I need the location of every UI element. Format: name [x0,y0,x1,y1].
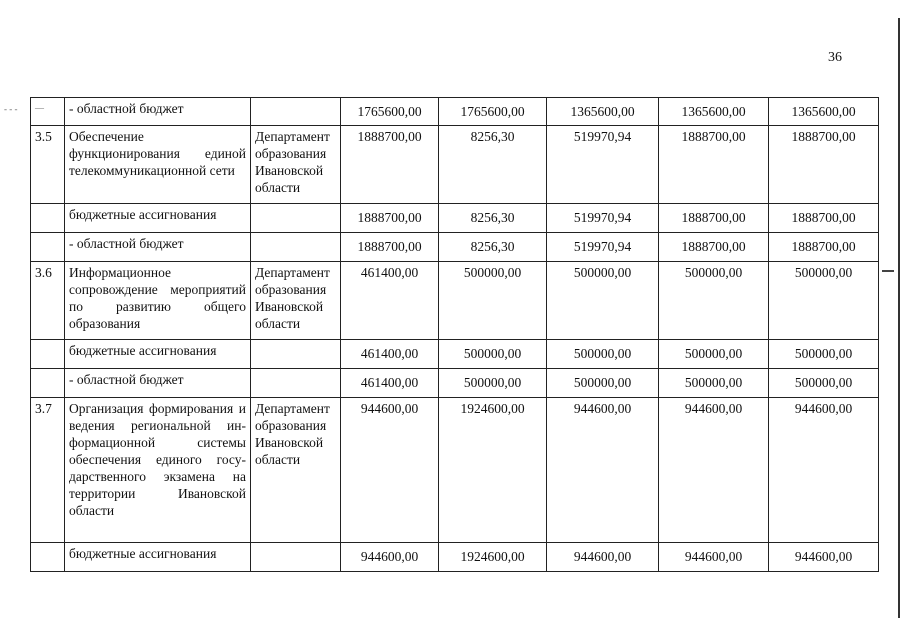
table-row-item [31,126,879,204]
table-row-sub [31,369,879,398]
amount-year-4: 1365600,00 [659,98,769,126]
amount-year-2: 1924600,00 [439,543,547,572]
table-row-sub [31,340,879,369]
budget-table [30,97,879,572]
amount-year-3: 1365600,00 [547,98,659,126]
page-number: 36 [828,50,842,65]
amount-year-1: 1888700,00 [341,233,439,262]
amount-year-5: 500000,00 [769,369,879,398]
responsible-department: Департамент образования Ивановской области [251,126,341,204]
item-description: бюджетные ассигнования [65,204,251,233]
responsible-department [251,369,341,398]
amount-year-1: 461400,00 [341,340,439,369]
item-number [31,369,65,398]
amount-year-5: 1888700,00 [769,233,879,262]
amount-year-4: 944600,00 [659,398,769,543]
amount-year-3: 944600,00 [547,543,659,572]
item-description: - областной бюджет [65,369,251,398]
responsible-department: Департамент образования Ивановской области [251,262,341,340]
table-row-item [31,398,879,543]
table-row-sub [31,543,879,572]
amount-year-1: 1888700,00 [341,126,439,204]
amount-year-2: 500000,00 [439,340,547,369]
amount-year-1: 1765600,00 [341,98,439,126]
amount-year-4: 944600,00 [659,543,769,572]
amount-year-1: 461400,00 [341,262,439,340]
responsible-department [251,543,341,572]
amount-year-4: 1888700,00 [659,204,769,233]
amount-year-4: 1888700,00 [659,233,769,262]
item-number: 3.7 [31,398,65,543]
amount-year-2: 8256,30 [439,204,547,233]
amount-year-5: 500000,00 [769,262,879,340]
item-description: - областной бюджет [65,233,251,262]
amount-year-5: 1365600,00 [769,98,879,126]
table-row-sub [31,233,879,262]
amount-year-1: 461400,00 [341,369,439,398]
item-number [31,233,65,262]
amount-year-4: 500000,00 [659,369,769,398]
amount-year-3: 500000,00 [547,369,659,398]
amount-year-1: 1888700,00 [341,204,439,233]
amount-year-2: 8256,30 [439,126,547,204]
amount-year-4: 1888700,00 [659,126,769,204]
amount-year-3: 519970,94 [547,126,659,204]
table-row-sub [31,98,879,126]
amount-year-3: 944600,00 [547,398,659,543]
amount-year-5: 944600,00 [769,543,879,572]
amount-year-4: 500000,00 [659,262,769,340]
responsible-department [251,204,341,233]
item-description: бюджетные ассигнования [65,543,251,572]
amount-year-5: 944600,00 [769,398,879,543]
amount-year-1: 944600,00 [341,398,439,543]
item-number: — [31,98,65,126]
amount-year-5: 1888700,00 [769,126,879,204]
item-description: Организация формирования и ведения региональной ин-формационной системы обеспечения единого госу-дарственного экзамена на территории Ивановской области [65,398,251,543]
item-description: Обеспечение функционирования единой телекоммуникационной сети [65,126,251,204]
responsible-department [251,98,341,126]
amount-year-2: 500000,00 [439,262,547,340]
amount-year-1: 944600,00 [341,543,439,572]
scan-edge-line [898,18,900,618]
table-body [31,98,879,572]
responsible-department [251,233,341,262]
item-description: Информационное сопровождение мероприятий по развитию общего образования [65,262,251,340]
item-number: 3.6 [31,262,65,340]
margin-mark: - - - [4,104,18,114]
amount-year-3: 519970,94 [547,204,659,233]
amount-year-2: 8256,30 [439,233,547,262]
item-description: бюджетные ассигнования [65,340,251,369]
amount-year-2: 500000,00 [439,369,547,398]
amount-year-5: 1888700,00 [769,204,879,233]
responsible-department [251,340,341,369]
amount-year-3: 500000,00 [547,340,659,369]
amount-year-5: 500000,00 [769,340,879,369]
item-number [31,543,65,572]
amount-year-4: 500000,00 [659,340,769,369]
item-number: 3.5 [31,126,65,204]
amount-year-2: 1924600,00 [439,398,547,543]
item-description: - областной бюджет [65,98,251,126]
table-row-item [31,262,879,340]
item-number [31,204,65,233]
table-row-sub [31,204,879,233]
amount-year-3: 519970,94 [547,233,659,262]
amount-year-2: 1765600,00 [439,98,547,126]
item-number [31,340,65,369]
scan-edge-mark [882,270,894,272]
amount-year-3: 500000,00 [547,262,659,340]
responsible-department: Департамент образования Ивановской области [251,398,341,543]
